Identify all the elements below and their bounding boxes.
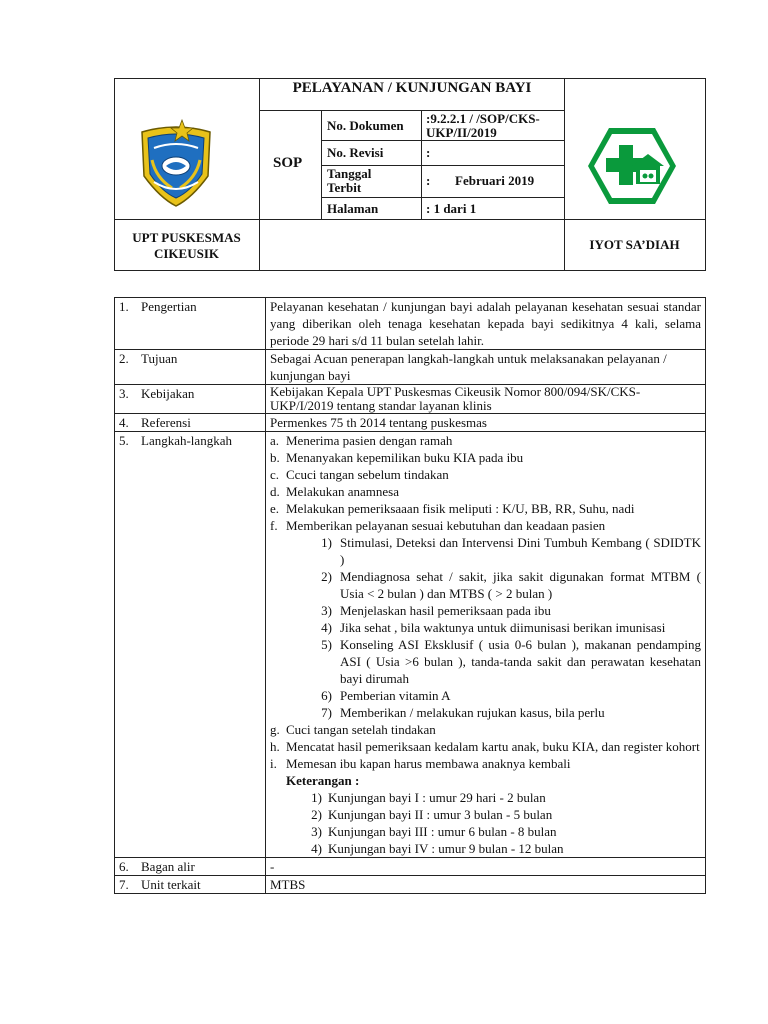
org-name-line1: UPT PUSKESMAS	[132, 230, 241, 245]
list-text: Menjelaskan hasil pemeriksaan pada ibu	[340, 603, 551, 618]
row-label: Tujuan	[141, 351, 178, 366]
list-marker: b.	[270, 450, 280, 465]
sub-list-item	[306, 619, 701, 636]
list-text: Memberikan pelayanan sesuai kebutuhan dan keadaan pasien	[286, 518, 606, 533]
row-label-cell	[115, 350, 266, 385]
list-item	[270, 449, 701, 466]
row-content: Pelayanan kesehatan / kunjungan bayi adalah pelayanan kesehatan sesuai standar yang diberikan oleh tenaga kesehatan kepada bayi sedikitnya 4 kali, selama periode 29 hari s/d 11 bulan setelah lahir.	[266, 298, 706, 350]
row-label: Langkah-langkah	[141, 433, 232, 448]
list-marker: d.	[270, 484, 280, 499]
doc-number-label: No. Dokumen	[327, 118, 404, 133]
list-marker: 1)	[311, 790, 322, 805]
row-label: Kebijakan	[141, 386, 195, 401]
list-marker: c.	[270, 467, 280, 482]
issue-date-value: Februari 2019	[455, 173, 535, 188]
org-name-line2: CIKEUSIK	[153, 246, 220, 261]
row-number: 4.	[119, 415, 129, 430]
page-label: Halaman	[327, 201, 379, 216]
keterangan-item	[300, 806, 701, 823]
sub-list-item	[306, 704, 701, 721]
list-text: Stimulasi, Deteksi dan Intervensi Dini Tumbuh Kembang ( SDIDTK )	[340, 535, 701, 567]
keterangan-item	[300, 840, 701, 857]
list-marker: 4)	[311, 841, 322, 856]
list-marker: a.	[270, 433, 280, 448]
list-marker: 3)	[321, 603, 332, 618]
row-label: Unit terkait	[141, 877, 201, 892]
sub-list-item	[306, 534, 701, 568]
list-text: Kunjungan bayi IV : umur 9 bulan - 12 bulan	[328, 841, 564, 856]
row-label-cell	[115, 385, 266, 414]
row-content: Kebijakan Kepala UPT Puskesmas Cikeusik Nomor 800/094/SK/CKS-UKP/I/2019 tentang standar layanan klinis	[266, 385, 706, 414]
list-marker: 7)	[321, 705, 332, 720]
list-item	[270, 432, 701, 449]
doc-number-value-line1: :9.2.2.1 / /SOP/CKS-	[426, 111, 540, 126]
table-row	[115, 350, 706, 385]
list-marker: 5)	[321, 637, 332, 652]
keterangan-heading: Keterangan :	[286, 773, 360, 788]
keterangan-item	[300, 789, 701, 806]
list-text: Kunjungan bayi III : umur 6 bulan - 8 bulan	[328, 824, 557, 839]
row-label-cell	[115, 858, 266, 876]
puskesmas-logo	[586, 126, 678, 206]
row-label: Referensi	[141, 415, 191, 430]
row-content: Sebagai Acuan penerapan langkah-langkah untuk melaksanakan pelayanan / kunjungan bayi	[266, 350, 706, 385]
steps-cell	[266, 432, 706, 858]
row-label-cell	[115, 298, 266, 350]
list-marker: 3)	[311, 824, 322, 839]
list-marker: e.	[270, 501, 280, 516]
sub-list-item	[306, 602, 701, 619]
sub-list-item	[306, 687, 701, 704]
row-content: Permenkes 75 th 2014 tentang puskesmas	[266, 414, 706, 432]
doc-number-value-line2: UKP/II/2019	[426, 125, 497, 140]
list-item	[270, 500, 701, 517]
list-text: Pemberian vitamin A	[340, 688, 451, 703]
sop-content-table	[114, 297, 706, 894]
signatory-name: IYOT SA’DIAH	[589, 237, 680, 252]
row-label-cell	[115, 414, 266, 432]
list-text: Menerima pasien dengan ramah	[286, 433, 453, 448]
list-text: Melakukan pemeriksaaan fisik meliputi : K/U, BB, RR, Suhu, nadi	[286, 501, 635, 516]
list-marker: 4)	[321, 620, 332, 635]
row-number: 5.	[119, 433, 129, 448]
list-text: Kunjungan bayi II : umur 3 bulan - 5 bulan	[328, 807, 553, 822]
list-item	[270, 721, 701, 738]
table-row	[115, 414, 706, 432]
sub-list-item	[306, 568, 701, 602]
list-text: Menanyakan kepemilikan buku KIA pada ibu	[286, 450, 524, 465]
list-text: Ccuci tangan sebelum tindakan	[286, 467, 449, 482]
row-number: 2.	[119, 351, 129, 366]
list-marker: h.	[270, 739, 280, 754]
list-item	[270, 755, 701, 772]
list-marker: 2)	[311, 807, 322, 822]
table-row	[115, 876, 706, 894]
row-content: -	[266, 858, 706, 876]
issue-date-label-line2: Terbit	[327, 180, 362, 195]
row-label-cell	[115, 876, 266, 894]
table-row	[115, 432, 706, 858]
row-label: Pengertian	[141, 299, 197, 314]
list-text: Konseling ASI Eksklusif ( usia 0-6 bulan ), makanan pendamping ASI ( Usia >6 bulan ), tanda-tanda sakit dan perawatan kesehatan bayi dirumah	[340, 637, 701, 686]
list-text: Memberikan / melakukan rujukan kasus, bila perlu	[340, 705, 605, 720]
list-marker: g.	[270, 722, 280, 737]
list-text: Jika sehat , bila waktunya untuk diimunisasi berikan imunisasi	[340, 620, 666, 635]
row-label-cell	[115, 432, 266, 858]
list-text: Cuci tangan setelah tindakan	[286, 722, 436, 737]
list-marker: i.	[270, 756, 277, 771]
list-marker: f.	[270, 518, 278, 533]
table-row	[115, 858, 706, 876]
list-text: Mendiagnosa sehat / sakit, jika sakit digunakan format MTBM ( Usia < 2 bulan ) dan MTBS ( > 2 bulan )	[340, 569, 701, 601]
issue-date-label-line1: Tanggal	[327, 166, 372, 181]
row-number: 7.	[119, 877, 129, 892]
row-number: 3.	[119, 386, 129, 401]
list-item	[270, 483, 701, 500]
sub-list-item	[306, 636, 701, 687]
row-content: MTBS	[266, 876, 706, 894]
revision-label: No. Revisi	[327, 145, 384, 160]
list-item	[270, 466, 701, 483]
list-item	[270, 738, 701, 755]
table-row	[115, 298, 706, 350]
list-item	[270, 517, 701, 534]
list-marker: 6)	[321, 688, 332, 703]
regional-crest-logo	[132, 118, 220, 210]
list-text: Melakukan anamnesa	[286, 484, 399, 499]
list-text: Kunjungan bayi I : umur 29 hari - 2 bulan	[328, 790, 546, 805]
row-number: 6.	[119, 859, 129, 874]
issue-date-colon: :	[426, 173, 431, 188]
revision-value: :	[426, 145, 431, 160]
list-text: Memesan ibu kapan harus membawa anaknya kembali	[286, 756, 571, 771]
document-title: PELAYANAN / KUNJUNGAN BAYI	[292, 80, 532, 96]
page-value: : 1 dari 1	[426, 201, 477, 216]
list-marker: 2)	[321, 569, 332, 584]
list-marker: 1)	[321, 535, 332, 550]
row-number: 1.	[119, 299, 129, 314]
row-label: Bagan alir	[141, 859, 195, 874]
table-row	[115, 385, 706, 414]
list-text: Mencatat hasil pemeriksaan kedalam kartu anak, buku KIA, dan register kohort	[286, 739, 700, 754]
keterangan-item	[300, 823, 701, 840]
sop-label: SOP	[273, 155, 303, 171]
